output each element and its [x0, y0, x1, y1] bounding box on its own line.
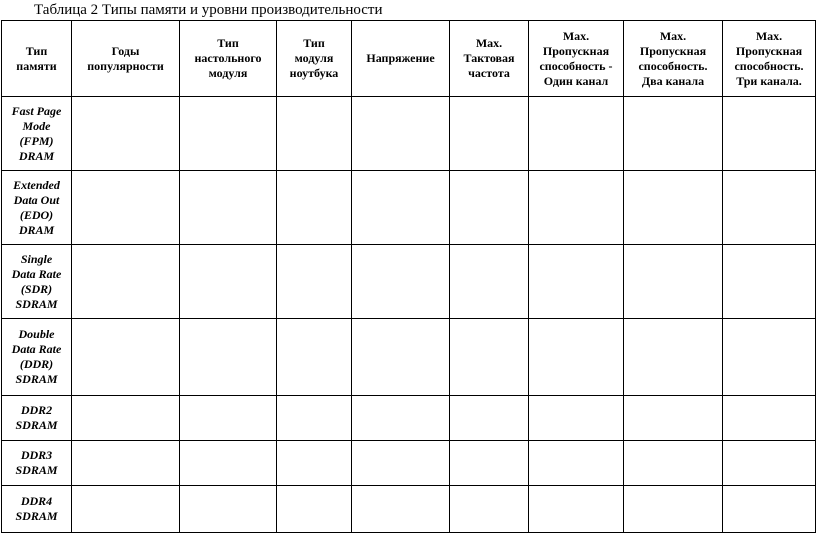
- table-row: [2, 319, 816, 396]
- cell-text-line: Fast Page: [11, 103, 62, 118]
- cell-text-line: ноутбука: [289, 66, 339, 80]
- cell-text-line: (FPM): [19, 133, 54, 148]
- row-label-memory-type: [2, 396, 72, 441]
- empty-cell: [624, 319, 723, 396]
- empty-cell: [450, 319, 529, 396]
- empty-cell: [277, 171, 352, 245]
- cell-text-line: Тактовая: [463, 51, 515, 65]
- empty-cell: [352, 441, 450, 486]
- empty-cell: [529, 171, 624, 245]
- table-caption: Таблица 2 Типы памяти и уровни производительности: [34, 2, 383, 18]
- cell-text-line: Напряжение: [366, 51, 435, 65]
- table-row: [2, 245, 816, 319]
- cell-text-line: модуля: [294, 51, 334, 65]
- header-bandwidth-dual: [624, 21, 723, 97]
- cell-text-line: (SDR): [20, 281, 53, 296]
- empty-cell: [529, 319, 624, 396]
- empty-cell: [450, 396, 529, 441]
- cell-text-line: DDR2: [20, 403, 53, 417]
- empty-cell: [450, 171, 529, 245]
- cell-text-line: Double: [18, 327, 55, 341]
- cell-text-line: Data Rate: [11, 266, 62, 281]
- empty-cell: [180, 441, 277, 486]
- empty-cell: [723, 245, 816, 319]
- empty-cell: [277, 245, 352, 319]
- empty-cell: [529, 396, 624, 441]
- empty-cell: [72, 441, 180, 486]
- cell-text-line: Max.: [755, 28, 783, 43]
- cell-text-line: памяти: [16, 58, 57, 73]
- row-label-memory-type: [2, 441, 72, 486]
- memory-types-table: [1, 20, 816, 533]
- empty-cell: [723, 441, 816, 486]
- cell-text-line: Два канала: [641, 73, 705, 88]
- row-label-memory-type: [2, 245, 72, 319]
- empty-cell: [277, 97, 352, 171]
- cell-text-line: способность.: [734, 58, 804, 73]
- cell-text-line: Тип: [217, 36, 239, 50]
- empty-cell: [723, 97, 816, 171]
- empty-cell: [277, 441, 352, 486]
- empty-cell: [352, 319, 450, 396]
- empty-cell: [529, 97, 624, 171]
- cell-text-line: Extended: [13, 177, 60, 192]
- empty-cell: [180, 245, 277, 319]
- empty-cell: [624, 486, 723, 533]
- header-max-clock: [450, 21, 529, 97]
- empty-cell: [72, 245, 180, 319]
- empty-cell: [624, 171, 723, 245]
- empty-cell: [624, 396, 723, 441]
- cell-text-line: Пропускная: [639, 43, 707, 58]
- empty-cell: [624, 441, 723, 486]
- empty-cell: [450, 245, 529, 319]
- header-bandwidth-single: [529, 21, 624, 97]
- empty-cell: [72, 486, 180, 533]
- table-row: [2, 486, 816, 533]
- header-voltage: [352, 21, 450, 97]
- header-popularity-years: [72, 21, 180, 97]
- cell-text-line: DRAM: [18, 148, 55, 163]
- empty-cell: [352, 97, 450, 171]
- empty-cell: [180, 171, 277, 245]
- empty-cell: [72, 171, 180, 245]
- cell-text-line: Пропускная: [735, 43, 803, 58]
- cell-text-line: модуля: [208, 66, 248, 80]
- empty-cell: [352, 486, 450, 533]
- cell-text-line: SDRAM: [15, 372, 58, 386]
- empty-cell: [450, 486, 529, 533]
- cell-text-line: (EDO): [19, 207, 54, 222]
- cell-text-line: Data Out: [13, 192, 60, 207]
- empty-cell: [72, 97, 180, 171]
- cell-text-line: Single: [20, 251, 53, 266]
- row-label-memory-type: [2, 486, 72, 533]
- empty-cell: [277, 396, 352, 441]
- header-memory-type: [2, 21, 72, 97]
- table-row: [2, 97, 816, 171]
- cell-text-line: DRAM: [18, 222, 55, 237]
- cell-text-line: Max.: [562, 28, 590, 43]
- cell-text-line: DDR3: [20, 448, 53, 462]
- table-row: [2, 441, 816, 486]
- empty-cell: [72, 396, 180, 441]
- row-label-memory-type: [2, 97, 72, 171]
- cell-text-line: SDRAM: [15, 418, 58, 432]
- empty-cell: [529, 486, 624, 533]
- empty-cell: [180, 396, 277, 441]
- empty-cell: [352, 396, 450, 441]
- empty-cell: [624, 97, 723, 171]
- cell-text-line: Тип: [303, 36, 325, 50]
- cell-text-line: Mode: [22, 118, 51, 133]
- cell-text-line: Max.: [659, 28, 687, 43]
- empty-cell: [72, 319, 180, 396]
- empty-cell: [180, 319, 277, 396]
- cell-text-line: Пропускная: [542, 43, 610, 58]
- empty-cell: [723, 396, 816, 441]
- empty-cell: [529, 441, 624, 486]
- empty-cell: [529, 245, 624, 319]
- cell-text-line: Один канал: [543, 73, 609, 88]
- empty-cell: [352, 245, 450, 319]
- empty-cell: [723, 319, 816, 396]
- cell-text-line: Data Rate: [11, 342, 62, 356]
- header-bandwidth-triple: [723, 21, 816, 97]
- header-row: [2, 21, 816, 97]
- cell-text-line: SDRAM: [15, 509, 58, 523]
- cell-text-line: SDRAM: [15, 296, 58, 311]
- cell-text-line: Три канала.: [736, 73, 802, 88]
- cell-text-line: популярности: [87, 58, 164, 73]
- cell-text-line: Тип: [25, 43, 48, 58]
- cell-text-line: Годы: [111, 43, 140, 58]
- cell-text-line: SDRAM: [15, 463, 58, 477]
- empty-cell: [624, 245, 723, 319]
- empty-cell: [450, 441, 529, 486]
- cell-text-line: частота: [468, 66, 510, 80]
- cell-text-line: (DDR): [19, 357, 54, 371]
- empty-cell: [180, 486, 277, 533]
- table-row: [2, 396, 816, 441]
- table-row: [2, 171, 816, 245]
- cell-text-line: способность -: [539, 58, 613, 73]
- empty-cell: [723, 171, 816, 245]
- header-laptop-module: [277, 21, 352, 97]
- cell-text-line: DDR4: [20, 494, 53, 508]
- empty-cell: [352, 171, 450, 245]
- row-label-memory-type: [2, 319, 72, 396]
- empty-cell: [277, 486, 352, 533]
- cell-text-line: способность.: [638, 58, 708, 73]
- cell-text-line: Max.: [475, 36, 503, 50]
- empty-cell: [723, 486, 816, 533]
- empty-cell: [180, 97, 277, 171]
- cell-text-line: настольного: [194, 51, 262, 65]
- row-label-memory-type: [2, 171, 72, 245]
- header-desktop-module: [180, 21, 277, 97]
- empty-cell: [277, 319, 352, 396]
- empty-cell: [450, 97, 529, 171]
